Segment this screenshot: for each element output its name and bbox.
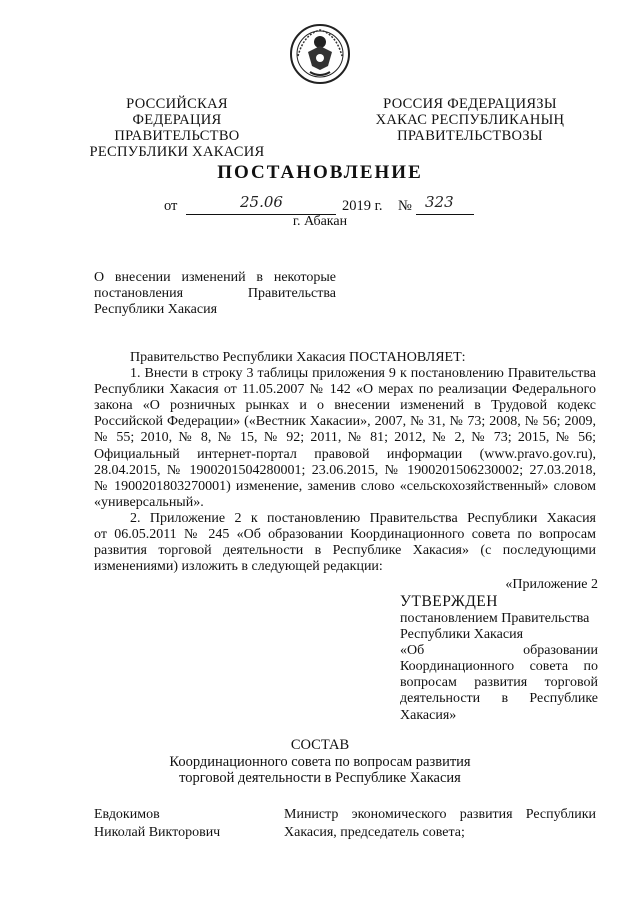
appendix-line: Хакасия» [400, 707, 457, 723]
header-right [372, 96, 568, 144]
item2-line: развития торговой деятельности в Республике Хакасия» (с последующими [94, 543, 596, 559]
header-left-line: РОССИЙСКАЯ ФЕДЕРАЦИЯ [126, 96, 228, 128]
header-left [88, 96, 266, 160]
member-role [284, 806, 596, 842]
member-given-names: Николай Викторович [94, 825, 221, 840]
item1-line: Российской Федерации» («Вестник Хакасии», 2007, № 31, № 73; 2008, № 56; 2009, [94, 414, 596, 430]
member-name [94, 806, 274, 842]
header-right-line: РОССИЯ ФЕДЕРАЦИЯЗЫ [383, 96, 557, 112]
subject-line: Республики Хакасия [94, 302, 218, 317]
handwritten-date: 25.06 [240, 193, 283, 211]
handwritten-number: 323 [425, 193, 454, 211]
document-subject [94, 270, 336, 318]
composition-block [0, 737, 640, 787]
member-role-line: Хакасия, председатель совета; [284, 825, 465, 840]
date-year: 2019 г. [342, 198, 383, 214]
item1-line: «универсальный». [94, 494, 204, 510]
appendix-line: Республики Хакасия [400, 627, 524, 643]
member-role-line: Министр экономического развития Республики [284, 807, 596, 822]
coat-of-arms-emblem [288, 22, 352, 86]
item1-line: Официальный интернет-портал правовой информации (www.pravo.gov.ru), [94, 446, 596, 462]
item2-line: изменениями) изложить в следующей редакции: [94, 559, 383, 575]
appendix-label: «Приложение 2 [505, 577, 598, 592]
item1-line: № 55; 2010, № 8, № 15, № 92; 2011, № 81; 2012, № 2, № 73; 2015, № 56; [94, 430, 596, 446]
appendix-line: деятельности в Республике [400, 691, 598, 707]
number-sign: № [398, 198, 412, 214]
document-title: ПОСТАНОВЛЕНИЕ [217, 162, 423, 183]
preamble: Правительство Республики Хакасия ПОСТАНОВЛЯЕТ: [130, 350, 466, 365]
item1-line: 1. Внести в строку 3 таблицы приложения 9 к постановлению Правительства [130, 366, 596, 382]
item1-line: 28.04.2015, № 1900201504280001; 23.06.2015, № 1900201506230002; 27.03.2018, [94, 462, 596, 478]
appendix-line: «Об образовании [400, 643, 598, 659]
approved-heading: УТВЕРЖДЕН [400, 593, 498, 610]
appendix-line: постановлением Правительства [400, 611, 590, 626]
city-name: г. Абакан [292, 214, 348, 229]
header-right-line: ПРАВИТЕЛЬСТВОЗЫ [397, 128, 543, 144]
composition-line: торговой деятельности в Республике Хакасия [179, 770, 461, 786]
appendix-line: вопросам развития торговой [400, 675, 598, 691]
header-right-line: ХАКАС РЕСПУБЛИКАНЫҢ [375, 112, 565, 128]
member-surname: Евдокимов [94, 807, 160, 822]
subject-line: О внесении изменений в некоторые [94, 270, 336, 285]
item2-line: от 06.05.2011 № 245 «Об образовании Координационного совета по вопросам [94, 527, 596, 543]
header-left-line: РЕСПУБЛИКИ ХАКАСИЯ [89, 144, 265, 160]
appendix-line: Координационного совета по [400, 659, 598, 675]
date-prefix: от [164, 198, 178, 214]
item1-line: Республики Хакасия от 11.05.2007 № 142 «О мерах по реализации Федерального [94, 382, 596, 398]
composition-line: Координационного совета по вопросам развития [169, 753, 471, 770]
subject-line: постановления Правительства [94, 286, 336, 301]
item2-line: 2. Приложение 2 к постановлению Правительства Республики Хакасия [130, 510, 596, 526]
header-left-line: ПРАВИТЕЛЬСТВО [114, 128, 240, 144]
body-text [94, 350, 596, 575]
item1-line: № 1900201803270001) изменение, заменив слово «сельскохозяйственный» словом [94, 478, 596, 494]
composition-title: СОСТАВ [290, 737, 350, 753]
appendix-text [400, 611, 598, 724]
item1-line: закона «О розничных рынках и о внесении изменений в Трудовой кодекс [94, 398, 596, 414]
